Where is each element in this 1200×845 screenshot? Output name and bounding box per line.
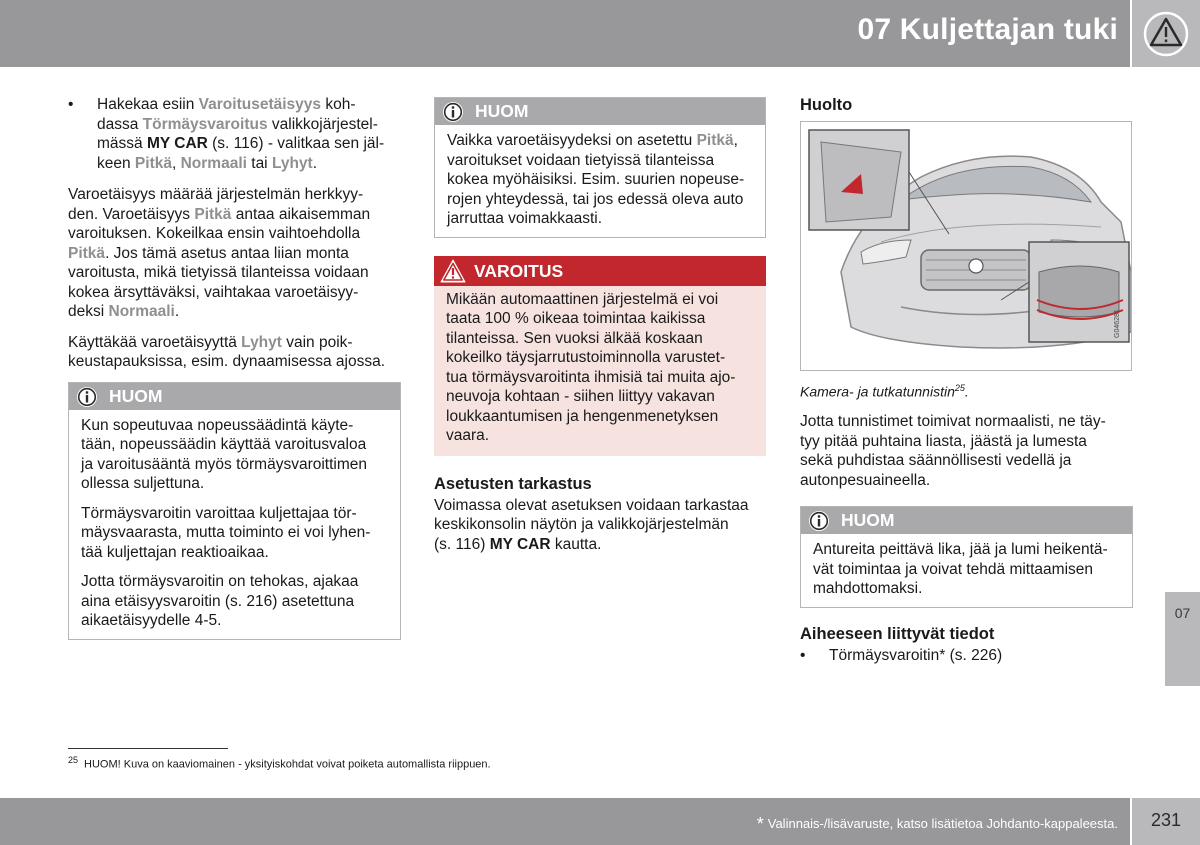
instruction-bullet (68, 95, 401, 173)
text: vät toimintaa ja voivat tehdä mittaamisen (813, 560, 1093, 578)
text: Hakekaa esiin (97, 96, 199, 113)
text: , (733, 132, 738, 149)
text: (s. 116) - valitkaa sen jäl- (207, 135, 385, 152)
text: . (312, 154, 318, 172)
column-right (800, 95, 1133, 677)
footnote-number: 25 (68, 755, 79, 765)
info-icon (441, 100, 465, 124)
warning-body (434, 286, 766, 456)
menu-name: MY CAR (146, 135, 208, 152)
maintenance-paragraph (800, 412, 1133, 490)
note-body (435, 125, 765, 237)
column-left (68, 95, 401, 656)
text: tua törmäysvaroitinta ihmisiä tai muita ajo- (446, 368, 736, 386)
text: jarruttaa voimakkaasti. (447, 210, 603, 227)
related-heading: Aiheeseen liittyvät tiedot (800, 624, 995, 643)
text: kokea myöhäisiksi. Esim. suurien nopeuse- (447, 171, 745, 188)
menu-term: Varoitusetäisyys (198, 96, 322, 113)
text: Mikään automaattinen järjestelmä ei voi (446, 290, 719, 308)
text: sekä puhdistaa säännöllisesti vedellä ja (800, 452, 1072, 470)
text: rojen yhteydessä, tai jos edessä oleva auto (447, 190, 744, 208)
section-heading: Asetusten tarkastus (434, 474, 592, 493)
text: ja varoitusääntä myös törmäysvaroittimen (81, 455, 368, 473)
text: varoituksen. Kokeilkaa ensin vaihtoehdolla (68, 225, 361, 242)
menu-term: Pitkä (194, 205, 232, 223)
car-sensor-figure (800, 121, 1132, 371)
text: . (174, 303, 180, 320)
footer-note (757, 814, 1118, 835)
text: dassa (97, 115, 143, 133)
note-header (69, 383, 400, 410)
text: kautta. (550, 535, 602, 553)
text: mahdottomaksi. (813, 580, 923, 598)
info-icon (807, 509, 831, 533)
footer-note-text: Valinnais-/lisävaruste, katso lisätietoa Johdanto-kappaleesta. (767, 816, 1118, 831)
page-number: 231 (1150, 810, 1182, 830)
text: ollessa suljettuna. (81, 475, 205, 492)
note-body (69, 410, 400, 639)
note-header (435, 98, 765, 125)
text: tään, nopeussäädin käyttää varoitusvaloa (81, 436, 367, 453)
note-header (801, 507, 1132, 534)
text: loukkaantumisen ja hengenmenetyksen (446, 407, 719, 425)
menu-term: Lyhyt (271, 154, 313, 172)
text: Käyttäkää varoetäisyyttä (68, 333, 242, 351)
text: vain poik- (281, 333, 353, 351)
text: keustapauksissa, esim. dynaamisessa ajossa. (68, 353, 386, 370)
figure-caption (800, 379, 1133, 402)
menu-term: Pitkä (68, 244, 106, 262)
warning-title: VAROITUS (474, 260, 564, 281)
note-box (68, 382, 401, 640)
text: . (964, 383, 969, 400)
warning-triangle-icon (439, 257, 467, 285)
chapter-title: 07 Kuljettajan tuki (857, 13, 1118, 46)
text: Antureita peittävä lika, jää ja lumi heikentä- (813, 541, 1108, 559)
menu-term: Pitkä (134, 154, 172, 172)
text: Kamera- ja tutkatunnistin (800, 383, 955, 400)
bullet-dot: • (68, 96, 74, 113)
text: koh- (321, 96, 356, 113)
warning-header (434, 256, 766, 286)
text: keen (97, 154, 135, 172)
text: den. Varoetäisyys (68, 205, 195, 223)
note-paragraph (81, 416, 390, 494)
text: tilanteissa. Sen vuoksi älkää koskaan (446, 329, 703, 347)
text: antaa aikaisemman (231, 205, 371, 223)
note-paragraph (81, 504, 390, 563)
text: deksi (68, 303, 109, 320)
note-body (801, 534, 1132, 607)
menu-term: Törmäysvaroitus (142, 115, 268, 133)
text: mässä (97, 135, 147, 152)
note-paragraph (81, 572, 390, 631)
paragraph-short-distance (68, 333, 401, 372)
note-box (800, 506, 1133, 608)
text: tai (246, 154, 272, 172)
section-paragraph (434, 496, 766, 555)
info-icon (75, 385, 99, 409)
text: Kun sopeutuvaa nopeussäädintä käyte- (81, 416, 354, 434)
text: mäysvaarasta, mutta toiminto ei voi lyhen- (81, 524, 371, 541)
text: . Jos tämä asetus antaa liian monta (105, 244, 349, 262)
chapter-icon-box (1132, 0, 1200, 67)
footnote-divider (68, 748, 228, 749)
text: varoitusta, mikä tietyissä tilanteissa voidaan (68, 264, 369, 281)
text: tyy pitää puhtaina liasta, jäästä ja lumesta (800, 432, 1087, 450)
text: Varoetäisyys määrää järjestelmän herkkyy- (68, 186, 364, 203)
warning-box (434, 256, 766, 456)
text: vaara. (446, 427, 490, 444)
footnote-ref: 25 (954, 383, 965, 393)
text: kokea ärsyttäväksi, vaihtakaa varoetäisyy- (68, 283, 359, 301)
note-title: HUOM (109, 385, 163, 406)
bullet-dot: • (800, 646, 806, 664)
text: Jotta törmäysvaroitin on tehokas, ajakaa (81, 573, 359, 590)
figure-code: G046281 (1114, 309, 1121, 338)
text: (s. 116) (434, 535, 490, 553)
menu-term: Normaali (180, 154, 247, 172)
text: autonpesuaineella. (800, 471, 931, 489)
note-title: HUOM (841, 510, 895, 531)
text: varoitukset voidaan tietyissä tilanteissa (447, 151, 715, 169)
text: Vaikka varoetäisyydeksi on asetettu (447, 132, 697, 149)
text: taata 100 % oikeaa toimintaa kaikissa (446, 310, 706, 327)
note-box (434, 97, 766, 238)
column-middle (434, 97, 766, 565)
related-link-label[interactable]: Törmäysvaroitin* (s. 226) (829, 646, 1003, 664)
note-title: HUOM (475, 101, 529, 121)
text: neuvoja kohtaan - siihen liittyy vakavan (446, 388, 715, 405)
text: Voimassa olevat asetuksen voidaan tarkastaa (434, 496, 749, 514)
menu-name: MY CAR (489, 535, 551, 553)
text: aina etäisyysvaroitin (s. 216) asetettuna (81, 592, 355, 610)
chapter-side-tab (1165, 592, 1200, 686)
asterisk: * (756, 814, 764, 834)
menu-term: Normaali (108, 303, 175, 320)
car-front-illustration (801, 122, 1131, 370)
footnote-text: HUOM! Kuva on kaaviomainen - yksityiskohdat voivat poiketa automallista riippuen. (84, 758, 491, 771)
section-heading: Huolto (800, 96, 853, 114)
text: Törmäysvaroitin varoittaa kuljettajaa tör- (81, 504, 357, 522)
text: , (171, 154, 181, 172)
menu-term: Lyhyt (241, 333, 282, 351)
note-paragraph (447, 131, 755, 229)
text: keskikonsolin näytön ja valikkojärjestelmän (434, 516, 729, 533)
footnote (68, 755, 491, 771)
paragraph-sensitivity (68, 185, 401, 322)
warning-triangle-icon (1140, 10, 1192, 58)
menu-term: Pitkä (696, 132, 734, 149)
chapter-number: 07 (1174, 605, 1191, 621)
related-link[interactable] (800, 646, 1133, 666)
text: Jotta tunnistimet toimivat normaalisti, ne täy- (800, 413, 1106, 431)
text: aikaetäisyydelle 4-5. (81, 612, 222, 629)
text: tää kuljettajan reaktioaikaa. (81, 543, 269, 561)
text: kokeilko täysjarrutustoiminnolla varustet- (446, 349, 726, 366)
text: valikkojärjestel- (267, 115, 378, 133)
